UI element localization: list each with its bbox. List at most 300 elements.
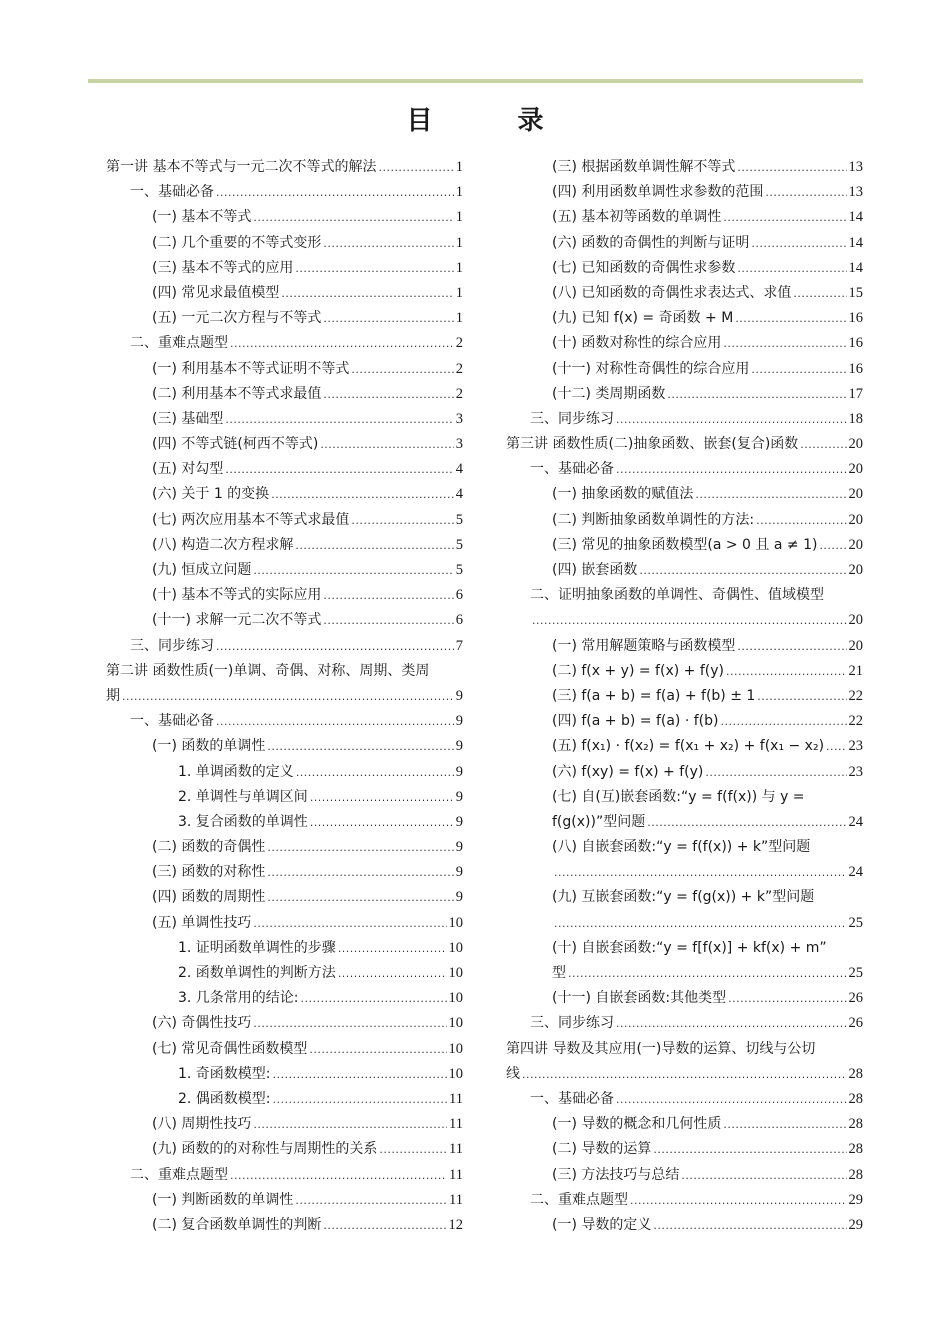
dot-leader xyxy=(720,709,846,734)
toc-entry-page: 20 xyxy=(848,612,863,629)
toc-entry-page: 16 xyxy=(848,335,863,352)
toc-entry[interactable] xyxy=(506,508,863,533)
toc-entry-label: (四) 常见求最值模型 xyxy=(152,284,280,301)
toc-entry[interactable] xyxy=(106,281,463,306)
toc-entry[interactable] xyxy=(506,457,863,482)
toc-entry-label: (一) 函数的单调性 xyxy=(152,738,266,755)
dot-leader xyxy=(323,583,453,608)
toc-entry-label: 三、同步练习 xyxy=(530,410,614,427)
toc-entry[interactable] xyxy=(506,684,863,709)
dot-leader xyxy=(616,407,847,432)
toc-entry-page: 20 xyxy=(848,511,863,528)
toc-entry[interactable] xyxy=(106,1062,463,1087)
toc-entry-label: (二) f(x + y) = f(x) + f(y) xyxy=(552,662,724,679)
toc-entry[interactable] xyxy=(106,1188,463,1213)
toc-entry[interactable] xyxy=(106,885,463,910)
toc-entry-page: 2 xyxy=(455,385,463,402)
toc-entry-page: 5 xyxy=(455,562,463,578)
toc-entry[interactable] xyxy=(506,231,863,256)
toc-entry-label: (九) 函数的的对称性与周期性的关系 xyxy=(152,1141,378,1158)
dot-leader xyxy=(323,231,453,256)
toc-entry[interactable] xyxy=(106,1011,463,1036)
toc-entry-label: 一、基础必备 xyxy=(530,461,614,478)
toc-entry-page: 14 xyxy=(848,234,863,251)
toc-entry-label: 3. 几条常用的结论: xyxy=(178,990,299,1007)
dot-leader xyxy=(295,1188,447,1213)
dot-leader xyxy=(267,885,453,910)
toc-entry-page: 28 xyxy=(848,1141,863,1158)
dot-leader xyxy=(522,1062,847,1087)
dot-leader xyxy=(267,835,453,860)
toc-entry[interactable] xyxy=(506,205,863,230)
toc-entry[interactable] xyxy=(506,1213,863,1238)
toc-entry-page: 9 xyxy=(455,864,463,881)
toc-entry-label: (十) 函数对称性的综合应用 xyxy=(552,335,722,352)
toc-entry-page: 1 xyxy=(455,159,463,175)
toc-entry-label: (六) f(xy) = f(x) + f(y) xyxy=(552,763,704,780)
dot-leader xyxy=(253,1011,446,1036)
toc-entry[interactable] xyxy=(106,860,463,885)
toc-entry-page: 10 xyxy=(448,965,463,981)
toc-entry-label: (六) 函数的奇偶性的判断与证明 xyxy=(552,234,750,251)
dot-leader xyxy=(554,860,847,885)
toc-entry[interactable] xyxy=(106,1087,463,1112)
toc-entry[interactable] xyxy=(506,256,863,281)
toc-entry[interactable] xyxy=(506,709,863,734)
toc-entry-page: 22 xyxy=(848,687,863,704)
toc-entry-label: (三) 基础型 xyxy=(152,410,224,427)
dot-leader xyxy=(309,1037,446,1062)
toc-entry[interactable] xyxy=(106,382,463,407)
toc-entry-label: 二、证明抽象函数的单调性、奇偶性、值域模型 xyxy=(530,587,824,604)
toc-entry-label: (六) 奇偶性技巧 xyxy=(152,1015,252,1032)
toc-entry-page: 9 xyxy=(455,813,463,830)
toc-entry-page: 25 xyxy=(848,914,863,931)
toc-entry[interactable] xyxy=(106,1037,463,1062)
toc-entry[interactable] xyxy=(106,256,463,281)
toc-entry-page: 6 xyxy=(455,587,463,604)
toc-entry[interactable] xyxy=(506,180,863,205)
dot-leader xyxy=(723,1112,846,1137)
dot-leader xyxy=(230,331,454,356)
toc-entry[interactable] xyxy=(106,533,463,558)
toc-entry-label: (四) 函数的周期性 xyxy=(152,889,266,906)
toc-entry-label: (八) 周期性技巧 xyxy=(152,1116,252,1133)
dot-leader xyxy=(351,357,453,382)
toc-entry[interactable] xyxy=(106,231,463,256)
dot-leader xyxy=(267,860,453,885)
toc-entry-page: 13 xyxy=(848,159,863,175)
toc-entry[interactable] xyxy=(106,407,463,432)
toc-entry-page: 3 xyxy=(455,436,463,453)
dot-leader xyxy=(323,382,453,407)
dot-leader xyxy=(757,684,846,709)
toc-entry-label: (十一) 自嵌套函数:其他类型 xyxy=(552,990,727,1007)
dot-leader xyxy=(765,180,846,205)
toc-column-left xyxy=(106,155,463,1238)
toc-entry[interactable] xyxy=(506,407,863,432)
toc-entry-label: (一) 导数的定义 xyxy=(552,1216,652,1233)
toc-entry[interactable] xyxy=(506,155,863,180)
toc-entry[interactable] xyxy=(506,583,863,633)
toc-entry-page: 1 xyxy=(455,184,463,201)
toc-entry[interactable] xyxy=(106,911,463,936)
toc-entry[interactable] xyxy=(506,331,863,356)
toc-entry[interactable] xyxy=(506,482,863,507)
toc-entry-label: 1. 奇函数模型: xyxy=(178,1065,271,1082)
toc-entry-label: (十一) 对称性奇偶性的综合应用 xyxy=(552,360,750,377)
toc-entry-label: 三、同步练习 xyxy=(130,637,214,654)
toc-entry-page: 10 xyxy=(448,939,463,956)
toc-entry-page: 11 xyxy=(449,1141,463,1158)
dot-leader xyxy=(705,760,846,785)
toc-entry[interactable] xyxy=(106,583,463,608)
toc-entry-label: (二) 函数的奇偶性 xyxy=(152,839,266,856)
header-rule xyxy=(88,79,863,83)
toc-entry[interactable] xyxy=(506,659,863,684)
toc-entry-label: (四) 利用函数单调性求参数的范围 xyxy=(552,184,764,201)
toc-entry-label: (二) 判断抽象函数单调性的方法: xyxy=(552,511,755,528)
toc-entry-label: 2. 单调性与单调区间 xyxy=(178,788,308,805)
toc-entry[interactable] xyxy=(506,1112,863,1137)
dot-leader xyxy=(695,482,846,507)
toc-entry-page: 9 xyxy=(455,687,463,704)
toc-entry-label: (二) 复合函数单调性的判断 xyxy=(152,1216,322,1233)
toc-entry-page: 14 xyxy=(848,209,863,226)
toc-entry[interactable] xyxy=(506,1037,863,1087)
toc-entry-page: 5 xyxy=(455,536,463,553)
toc-entry-label: (一) 导数的概念和几何性质 xyxy=(552,1116,722,1133)
dot-leader xyxy=(793,281,846,306)
toc-entry-page: 1 xyxy=(455,209,463,226)
toc-entry-label: (一) 抽象函数的赋值法 xyxy=(552,486,694,503)
dot-leader xyxy=(735,306,846,331)
dot-leader xyxy=(630,1188,847,1213)
toc-entry[interactable] xyxy=(506,936,863,986)
toc-entry[interactable] xyxy=(106,331,463,356)
toc-entry-page: 4 xyxy=(455,486,463,503)
dot-leader xyxy=(826,734,846,759)
dot-leader xyxy=(554,911,847,936)
toc-entry[interactable] xyxy=(106,1213,463,1238)
toc-entry-page: 10 xyxy=(448,1040,463,1057)
toc-entry[interactable] xyxy=(106,1112,463,1137)
toc-entry[interactable] xyxy=(506,760,863,785)
dot-leader xyxy=(616,1011,847,1036)
dot-leader xyxy=(723,205,846,230)
toc-entry[interactable] xyxy=(506,558,863,583)
toc-entry-page: 11 xyxy=(449,1090,463,1107)
toc-entry-page: 20 xyxy=(848,436,863,453)
toc-entry-label: 二、重难点题型 xyxy=(130,335,228,352)
toc-entry-page: 3 xyxy=(455,410,463,427)
dot-leader xyxy=(667,382,846,407)
toc-entry-page: 9 xyxy=(455,839,463,856)
toc-entry-page: 9 xyxy=(455,788,463,805)
toc-entry-label: 三、同步练习 xyxy=(530,1015,614,1032)
dot-leader xyxy=(273,1087,448,1112)
dot-leader xyxy=(647,810,846,835)
toc-entry[interactable] xyxy=(106,709,463,734)
toc-entry-label: (二) 导数的运算 xyxy=(552,1141,652,1158)
toc-entry-page: 15 xyxy=(848,284,863,301)
toc-entry[interactable] xyxy=(106,760,463,785)
toc-entry-page: 2 xyxy=(455,360,463,377)
toc-entry[interactable] xyxy=(506,785,863,835)
dot-leader xyxy=(323,306,453,331)
toc-entry[interactable] xyxy=(106,835,463,860)
toc-entry-page: 14 xyxy=(848,259,863,276)
toc-entry-page: 24 xyxy=(848,813,863,830)
toc-entry-label: (八) 构造二次方程求解 xyxy=(152,536,294,553)
toc-entry-page: 6 xyxy=(455,612,463,629)
toc-entry-label: (三) f(a + b) = f(a) + f(b) ± 1 xyxy=(552,687,756,704)
toc-entry[interactable] xyxy=(506,533,863,558)
dot-leader xyxy=(320,432,453,457)
toc-entry[interactable] xyxy=(506,1163,863,1188)
toc-entry[interactable] xyxy=(106,180,463,205)
toc-entry-page: 28 xyxy=(848,1065,863,1082)
toc-entry-page: 9 xyxy=(455,738,463,755)
toc-entry[interactable] xyxy=(506,1188,863,1213)
toc-entry-label: (四) 嵌套函数 xyxy=(552,562,638,578)
dot-leader xyxy=(723,331,846,356)
dot-leader xyxy=(253,911,446,936)
toc-entry-label: (九) 互嵌套函数:“y = f(g(x)) + k”型问题 xyxy=(552,889,815,906)
toc-entry[interactable] xyxy=(106,357,463,382)
dot-leader xyxy=(323,608,453,633)
toc-entry-label: (四) 不等式链(柯西不等式) xyxy=(152,436,319,453)
dot-leader xyxy=(653,1137,846,1162)
toc-entry-label: (一) 基本不等式 xyxy=(152,209,252,226)
toc-entry-label: 一、基础必备 xyxy=(130,184,214,201)
dot-leader xyxy=(751,231,846,256)
toc-entry-label: (三) 根据函数单调性解不等式 xyxy=(552,159,736,175)
toc-entry-page: 1 xyxy=(455,234,463,251)
toc-entry[interactable] xyxy=(506,634,863,659)
toc-entry-page: 29 xyxy=(848,1191,863,1208)
dot-leader xyxy=(378,155,453,180)
toc-entry[interactable] xyxy=(506,885,863,935)
toc-entry[interactable] xyxy=(106,608,463,633)
dot-leader xyxy=(122,684,454,709)
dot-leader xyxy=(379,1137,447,1162)
toc-entry-page: 22 xyxy=(848,713,863,730)
toc-entry-page: 28 xyxy=(848,1116,863,1133)
toc-entry-label: (三) 函数的对称性 xyxy=(152,864,266,881)
toc-entry-label: (七) 自(互)嵌套函数:“y = f(f(x)) 与 y = xyxy=(552,788,805,805)
dot-leader xyxy=(338,936,447,961)
toc-entry-page: 26 xyxy=(848,990,863,1007)
toc-entry-page: 1 xyxy=(455,310,463,327)
toc-entry-label: 二、重难点题型 xyxy=(530,1191,628,1208)
toc-entry[interactable] xyxy=(506,1011,863,1036)
toc-entry-label: (五) 一元二次方程与不等式 xyxy=(152,310,322,327)
toc-entry-page: 10 xyxy=(448,990,463,1007)
toc-entry-page: 20 xyxy=(848,461,863,478)
toc-entry-label: (一) 常用解题策略与函数模型 xyxy=(552,637,736,654)
toc-entry[interactable] xyxy=(106,810,463,835)
toc-entry-label-cont: 线 xyxy=(506,1065,520,1082)
toc-entry-page: 29 xyxy=(848,1216,863,1233)
toc-entry[interactable] xyxy=(106,457,463,482)
toc-entry[interactable] xyxy=(506,1087,863,1112)
dot-leader xyxy=(726,659,847,684)
toc-entry-label: (九) 已知 f(x) = 奇函数 + M xyxy=(552,310,734,327)
toc-entry-page: 23 xyxy=(848,738,863,755)
dot-leader xyxy=(351,508,453,533)
toc-entry-label: (五) 单调性技巧 xyxy=(152,914,252,931)
dot-leader xyxy=(216,634,454,659)
toc-entry[interactable] xyxy=(106,659,463,709)
toc-entry-label: (十二) 类周期函数 xyxy=(552,385,666,402)
dot-leader xyxy=(756,508,846,533)
dot-leader xyxy=(301,986,447,1011)
toc-entry-label: (一) 利用基本不等式证明不等式 xyxy=(152,360,350,377)
toc-entry-page: 23 xyxy=(848,763,863,780)
toc-entry[interactable] xyxy=(506,382,863,407)
toc-entry-page: 20 xyxy=(848,486,863,503)
dot-leader xyxy=(216,709,454,734)
dot-leader xyxy=(653,1213,846,1238)
dot-leader xyxy=(310,785,454,810)
toc-entry-page: 25 xyxy=(848,965,863,981)
toc-entry[interactable] xyxy=(506,1137,863,1162)
toc-entry-label: (二) 几个重要的不等式变形 xyxy=(152,234,322,251)
toc-entry[interactable] xyxy=(106,936,463,961)
toc-entry[interactable] xyxy=(506,432,863,457)
dot-leader xyxy=(216,180,454,205)
toc-entry[interactable] xyxy=(506,306,863,331)
toc-entry-page: 9 xyxy=(455,713,463,730)
dot-leader xyxy=(338,961,447,986)
toc-entry-label: (五) 基本初等函数的单调性 xyxy=(552,209,722,226)
toc-entry-page: 26 xyxy=(848,1015,863,1032)
dot-leader xyxy=(253,1112,447,1137)
toc-column-right xyxy=(506,155,863,1238)
toc-entry-label-cont: f(g(x))”型问题 xyxy=(552,813,646,830)
toc-entry-label: (七) 两次应用基本不等式求最值 xyxy=(152,511,350,528)
dot-leader xyxy=(616,457,847,482)
toc-entry[interactable] xyxy=(506,986,863,1011)
toc-entry[interactable] xyxy=(106,155,463,180)
toc-entry-label: 1. 证明函数单调性的步骤 xyxy=(178,939,336,956)
toc-entry-label: (五) 对勾型 xyxy=(152,461,224,478)
toc-entry[interactable] xyxy=(106,734,463,759)
dot-leader xyxy=(800,432,846,457)
dot-leader xyxy=(681,1163,846,1188)
toc-entry-page: 13 xyxy=(848,184,863,201)
toc-entry[interactable] xyxy=(106,961,463,986)
toc-entry[interactable] xyxy=(106,482,463,507)
toc-entry-label: 2. 偶函数模型: xyxy=(178,1090,271,1107)
dot-leader xyxy=(751,357,846,382)
toc-entry-label: (七) 已知函数的奇偶性求参数 xyxy=(552,259,736,276)
toc-entry-page: 11 xyxy=(449,1166,463,1183)
toc-entry-page: 2 xyxy=(455,335,463,352)
dot-leader xyxy=(532,608,847,633)
page-title: 目 录 xyxy=(406,106,582,136)
toc-entry[interactable] xyxy=(106,205,463,230)
toc-entry-page: 7 xyxy=(455,637,463,654)
toc-entry-label: 第二讲 函数性质(一)单调、奇偶、对称、周期、类周 xyxy=(106,662,430,679)
dot-leader xyxy=(281,281,453,306)
toc-entry-label: 第四讲 导数及其应用(一)导数的运算、切线与公切 xyxy=(506,1040,816,1057)
toc-entry[interactable] xyxy=(106,634,463,659)
toc-entry-label: 二、重难点题型 xyxy=(130,1166,228,1183)
dot-leader xyxy=(819,533,846,558)
toc-entry-page: 21 xyxy=(848,662,863,679)
toc-entry-label: 3. 复合函数的单调性 xyxy=(178,813,308,830)
toc-entry-page: 11 xyxy=(449,1116,463,1133)
toc-entry-page: 17 xyxy=(848,385,863,402)
toc-entry[interactable] xyxy=(106,558,463,583)
toc-entry-page: 11 xyxy=(449,1191,463,1208)
toc-entry[interactable] xyxy=(106,785,463,810)
toc-entry-label: (四) f(a + b) = f(a) · f(b) xyxy=(552,713,719,730)
dot-leader xyxy=(310,810,454,835)
dot-leader xyxy=(267,734,453,759)
toc-entry-page: 10 xyxy=(448,914,463,931)
dot-leader xyxy=(296,760,454,785)
dot-leader xyxy=(568,961,847,986)
toc-entry-page: 24 xyxy=(848,864,863,881)
toc-entry-label: (十) 自嵌套函数:“y = f[f(x)] + kf(x) + m” xyxy=(552,939,827,956)
toc-entry[interactable] xyxy=(106,306,463,331)
dot-leader xyxy=(230,1163,447,1188)
toc-entry-label: 1. 单调函数的定义 xyxy=(178,763,294,780)
dot-leader xyxy=(225,457,453,482)
dot-leader xyxy=(323,1213,446,1238)
toc-entry-page: 1 xyxy=(455,284,463,301)
dot-leader xyxy=(639,558,846,583)
toc-entry-label-cont: 期 xyxy=(106,687,120,704)
toc-entry[interactable] xyxy=(506,281,863,306)
dot-leader xyxy=(295,533,453,558)
toc-entry-label: (十一) 求解一元二次不等式 xyxy=(152,612,322,629)
toc-entry[interactable] xyxy=(106,508,463,533)
dot-leader xyxy=(273,1062,447,1087)
toc-entry[interactable] xyxy=(506,835,863,885)
toc-entry-page: 12 xyxy=(448,1216,463,1233)
dot-leader xyxy=(225,407,453,432)
toc-entry-page: 28 xyxy=(848,1090,863,1107)
toc-entry[interactable] xyxy=(506,357,863,382)
toc-entry[interactable] xyxy=(106,1137,463,1162)
toc-entry-page: 16 xyxy=(848,360,863,377)
toc-entry[interactable] xyxy=(506,734,863,759)
toc-entry-label: (三) 常见的抽象函数模型(a > 0 且 a ≠ 1) xyxy=(552,536,818,553)
toc-entry-page: 1 xyxy=(455,259,463,276)
toc-entry-page: 5 xyxy=(455,511,463,528)
toc-entry-label: (六) 关于 1 的变换 xyxy=(152,486,270,503)
toc-entry-page: 16 xyxy=(848,310,863,327)
toc-entry[interactable] xyxy=(106,986,463,1011)
toc-entry-page: 4 xyxy=(455,461,463,478)
toc-entry-label: 第一讲 基本不等式与一元二次不等式的解法 xyxy=(106,159,377,175)
toc-entry-label: (七) 常见奇偶性函数模型 xyxy=(152,1040,308,1057)
dot-leader xyxy=(737,634,846,659)
toc-entry-page: 10 xyxy=(448,1015,463,1032)
toc-entry-label: (八) 已知函数的奇偶性求表达式、求值 xyxy=(552,284,792,301)
dot-leader xyxy=(616,1087,847,1112)
toc-entry-label: (十) 基本不等式的实际应用 xyxy=(152,587,322,604)
toc-entry-label: (三) 基本不等式的应用 xyxy=(152,259,294,276)
toc-entry[interactable] xyxy=(106,432,463,457)
toc-entry[interactable] xyxy=(106,1163,463,1188)
toc-entry-page: 28 xyxy=(848,1166,863,1183)
dot-leader xyxy=(253,558,453,583)
